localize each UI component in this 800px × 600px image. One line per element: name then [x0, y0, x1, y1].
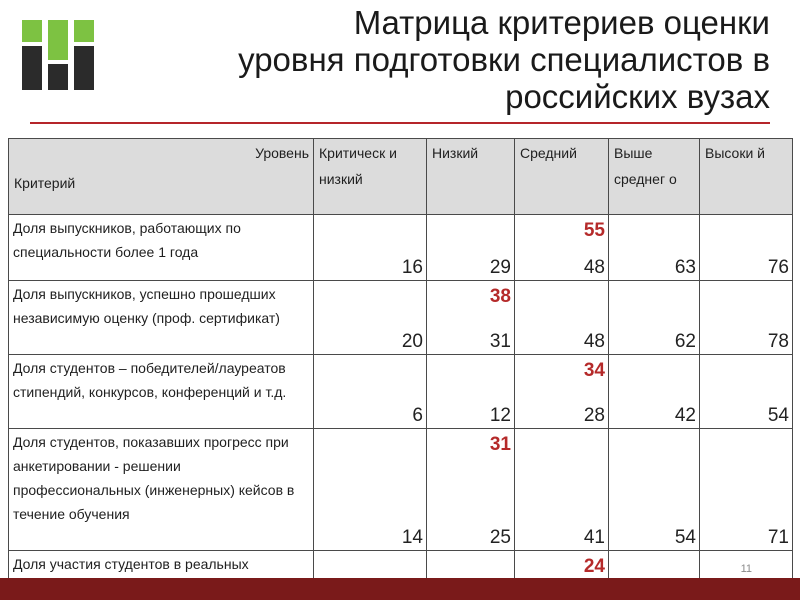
- footer-bar: [0, 578, 800, 600]
- university-logo: [22, 20, 94, 90]
- column-header-high: Высоки й: [700, 139, 793, 215]
- criterion-cell: Доля студентов, показавших прогресс при анкетировании - решении профессиональных (инженерных) кейсов в течение обучения: [9, 429, 314, 551]
- value-cell: [609, 355, 700, 429]
- value-above-average: 42: [674, 405, 696, 426]
- criterion-cell: Доля студентов – победителей/лауреатов стипендий, конкурсов, конференций и т.д.: [9, 355, 314, 429]
- highlight-value: 31: [489, 434, 511, 455]
- value-cell: [700, 215, 793, 281]
- value-low: 12: [489, 405, 511, 426]
- corner-header-cell: [9, 139, 314, 215]
- value-critical-low: 20: [401, 331, 423, 352]
- value-cell: [700, 355, 793, 429]
- value-cell: [515, 429, 609, 551]
- criteria-matrix-table: [8, 138, 793, 600]
- column-header-critical-low: Критическ и низкий: [314, 139, 427, 215]
- value-above-average: 54: [674, 527, 696, 548]
- table-row: [9, 215, 793, 281]
- value-cell: [700, 429, 793, 551]
- value-medium: 48: [583, 331, 605, 352]
- criterion-cell: Доля участия студентов в реальных: [9, 551, 314, 600]
- value-low: 31: [489, 331, 511, 352]
- value-critical-low: 6: [412, 405, 423, 426]
- logo-block-green-mid: [48, 20, 68, 60]
- page-number: 11: [740, 563, 752, 575]
- column-header-above-average: Выше среднег о: [609, 139, 700, 215]
- value-critical-low: 16: [401, 257, 423, 278]
- value-low: 25: [489, 527, 511, 548]
- slide-title: [130, 4, 770, 115]
- value-cell: [314, 429, 427, 551]
- table-row: [9, 281, 793, 355]
- value-high: 76: [767, 257, 789, 278]
- logo-block-dark-left: [22, 46, 42, 90]
- value-cell: [515, 215, 609, 281]
- value-above-average: 62: [674, 331, 696, 352]
- highlight-value: 24: [583, 556, 605, 577]
- column-header-low: Низкий: [427, 139, 515, 215]
- value-low: 29: [489, 257, 511, 278]
- criterion-header-label: Критерий: [14, 175, 76, 191]
- table-row: [9, 429, 793, 551]
- value-cell: [314, 355, 427, 429]
- criterion-cell: Доля выпускников, работающих по специальности более 1 года: [9, 215, 314, 281]
- value-cell: [700, 281, 793, 355]
- value-high: 78: [767, 331, 789, 352]
- value-cell: [427, 281, 515, 355]
- logo-block-green-right: [74, 20, 94, 42]
- table-row: [9, 355, 793, 429]
- value-cell: [427, 429, 515, 551]
- highlight-value: 34: [583, 360, 605, 381]
- criterion-cell: Доля выпускников, успешно прошедших независимую оценку (проф. сертификат): [9, 281, 314, 355]
- level-header-label: Уровень: [255, 145, 309, 161]
- table-header-row: [9, 139, 793, 215]
- value-critical-low: 14: [401, 527, 423, 548]
- logo-block-green-left: [22, 20, 42, 42]
- slide-title-line: российских вузах: [505, 78, 770, 115]
- value-high: 54: [767, 405, 789, 426]
- value-cell: [314, 281, 427, 355]
- value-medium: 41: [583, 527, 605, 548]
- logo-block-dark-mid: [48, 64, 68, 90]
- value-cell: [515, 355, 609, 429]
- value-cell: [314, 215, 427, 281]
- value-cell: [609, 429, 700, 551]
- value-cell: [609, 215, 700, 281]
- highlight-value: 38: [489, 286, 511, 307]
- value-cell: [427, 355, 515, 429]
- value-high: 71: [767, 527, 789, 548]
- value-cell: [609, 281, 700, 355]
- title-divider: [30, 122, 770, 124]
- logo-block-dark-right: [74, 46, 94, 90]
- value-medium: 28: [583, 405, 605, 426]
- slide-title-line: уровня подготовки специалистов в: [238, 41, 770, 78]
- column-header-medium: Средний: [515, 139, 609, 215]
- value-cell: [515, 281, 609, 355]
- value-medium: 48: [583, 257, 605, 278]
- value-above-average: 63: [674, 257, 696, 278]
- highlight-value: 55: [583, 220, 605, 241]
- slide-title-line: Матрица критериев оценки: [353, 4, 770, 41]
- value-cell: [427, 215, 515, 281]
